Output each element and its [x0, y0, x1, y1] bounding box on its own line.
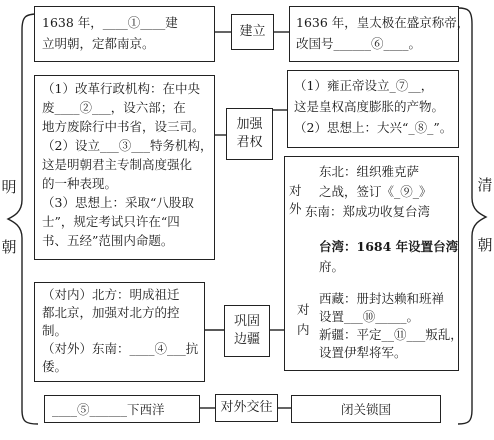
border-label-line-1: 巩固 [233, 314, 260, 329]
ming-establish-box [34, 6, 215, 62]
qing-power-line-3: （2）思想上：大兴“_⑧_”。 [294, 120, 453, 135]
qing-inner-line-3: 新疆：平定__⑪___叛乱， [319, 327, 463, 342]
ming-power-line-9: 书、五经”范围内命题。 [42, 233, 174, 248]
qing-taiwan-line-1: 台湾：1684 年设置台湾 [319, 239, 459, 254]
power-label-line-2: 君权 [236, 135, 263, 150]
ming-border-line-4: （对外）东南：____④___抗 [42, 341, 199, 356]
ming-power-line-2: 废____②___，设六部；在 [42, 100, 186, 115]
qing-establish-line-2: 改国号______⑥____。 [296, 36, 422, 51]
ming-power-line-7: （3）思想上：采取“八股取 [42, 195, 194, 210]
ming-border-line-2: 都北京，加强对北方的控 [42, 305, 180, 320]
qing-outer-line-1: 东北：组织雅克萨 [319, 164, 420, 179]
qing-inner-line-4: 设置伊犁将军。 [319, 345, 407, 360]
border-label [224, 305, 270, 357]
qing-taiwan-line-2: 府。 [319, 259, 345, 274]
ming-power-line-6: 的一种表现。 [42, 176, 118, 191]
ming-foreign-text: ____⑤______下西洋 [52, 402, 165, 417]
qing-dynasty-label-1: 清 [477, 176, 493, 194]
power-label [226, 108, 273, 160]
qing-outer-side-2: 外 [289, 201, 302, 216]
qing-inner-side-2: 内 [297, 322, 310, 337]
qing-outer-side-1: 对 [289, 183, 302, 198]
qing-border-box [284, 156, 463, 371]
ming-dynasty-label-1: 明 [1, 178, 17, 196]
ming-power-line-8: 士”，规定考试只许在“四 [42, 214, 180, 229]
ming-border-line-3: 制。 [42, 323, 68, 338]
border-label-line-2: 边疆 [233, 332, 260, 347]
qing-outer-line-2: 之战，签订《_⑨_》 [319, 184, 432, 199]
qing-inner-line-2: 设置___⑩_____。 [319, 309, 420, 324]
ming-border-box [34, 282, 205, 382]
qing-power-line-1: （1）雍正帝设立_⑦__， [294, 78, 434, 93]
power-label-line-1: 加强 [236, 117, 263, 132]
qing-dynasty-label-2: 朝 [477, 236, 493, 254]
qing-establish-box [289, 6, 470, 62]
qing-outer-line-3: 东南：郑成功收复台湾 [305, 204, 431, 219]
ming-border-line-1: （对内）北方：明成祖迁 [42, 287, 180, 302]
ming-power-line-4: （2）设立___③___特务机构， [42, 138, 213, 153]
qing-inner-line-1: 西藏：册封达赖和班禅 [319, 291, 445, 306]
ming-border-line-5: 倭。 [42, 359, 68, 374]
ming-power-box [34, 75, 215, 260]
qing-establish-line-1: 1636 年，皇太极在盛京称帝， [296, 15, 470, 30]
foreign-label: 对外交往 [215, 394, 278, 422]
ming-dynasty-label-2: 朝 [1, 238, 17, 256]
qing-inner-side-1: 对 [297, 302, 310, 317]
ming-establish-line-1: 1638 年，____①____建 [42, 15, 178, 30]
ming-power-line-5: 这是明朝君主专制高度强化 [42, 157, 193, 172]
qing-foreign-box [291, 395, 441, 423]
ming-foreign-box [44, 395, 200, 423]
ming-power-line-1: （1）改革行政机构：在中央 [42, 81, 200, 96]
qing-foreign-text: 闭关锁国 [340, 402, 391, 417]
qing-power-box [287, 70, 459, 148]
ming-establish-line-2: 立明朝，定都南京。 [42, 36, 155, 51]
qing-power-line-2: 这是皇权高度膨胀的产物。 [294, 99, 445, 114]
ming-power-line-3: 地方废除行中书省，设三司。 [42, 119, 205, 134]
establish-label: 建立 [231, 14, 274, 50]
